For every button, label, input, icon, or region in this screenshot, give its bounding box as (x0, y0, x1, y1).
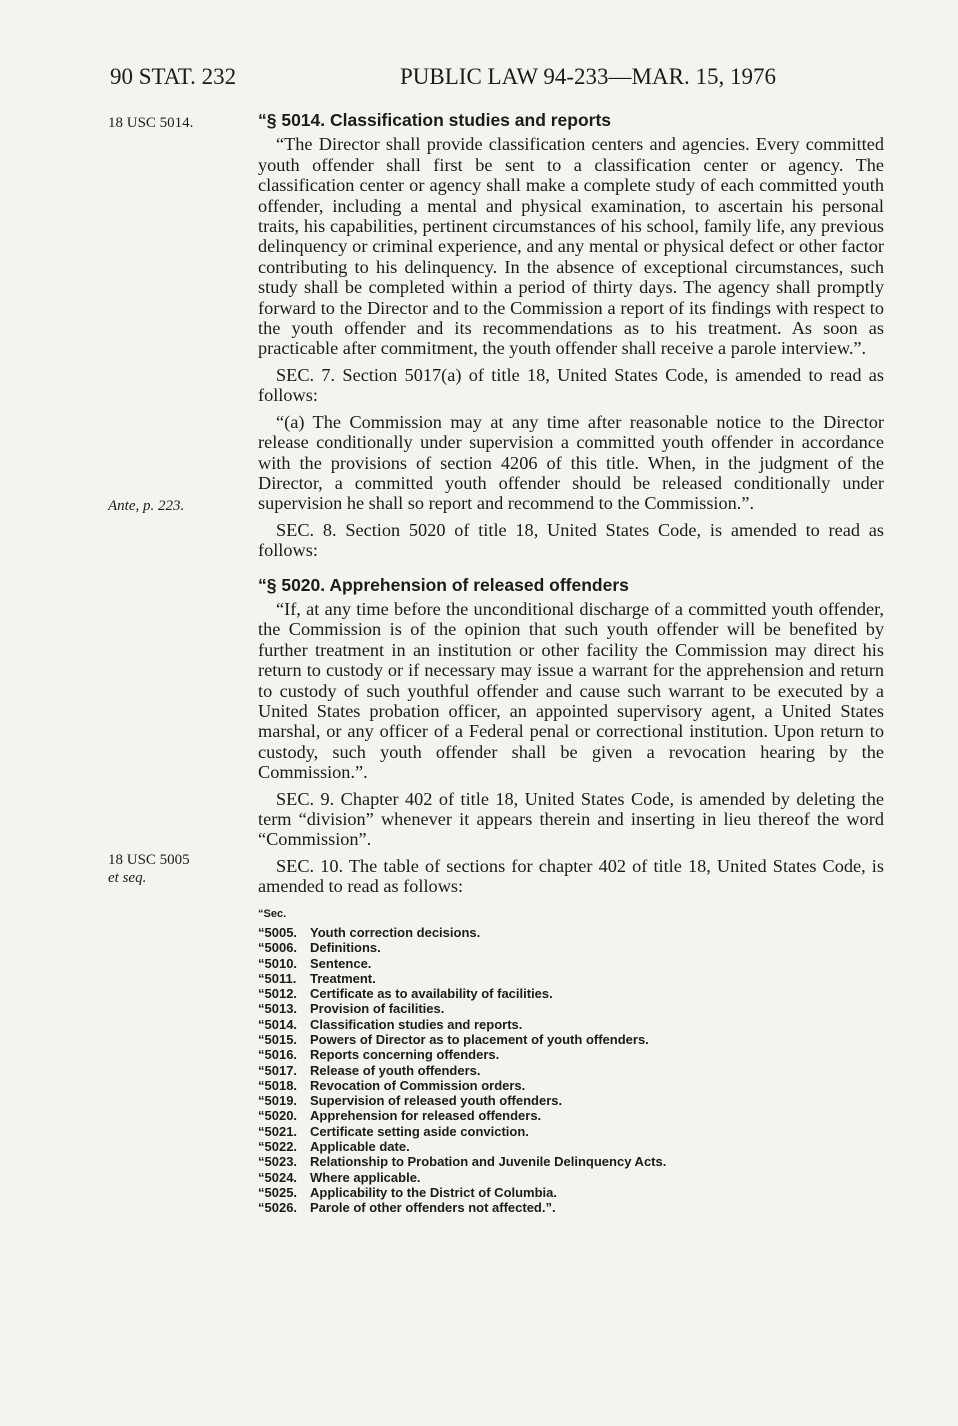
toc-row: “5025. Applicability to the District of Columbia. (258, 1184, 558, 1200)
toc-row: “5022. Applicable date. (258, 1139, 410, 1155)
toc-row: “5021. Certificate setting aside conviction. (258, 1123, 529, 1139)
paragraph-5017a: “(a) The Commission may at any time after reasonable notice to the Director release conditionally under supervision a committed youth offender in accordance with the provisions of section 4206 of this title. When, in the judgment of the Director, a committed youth offender should be released conditionally under supervision he shall so report and recommend to the Commission.”. (258, 411, 884, 514)
toc-row: “5005. Youth correction decisions. (258, 924, 481, 940)
section-heading-5014: “§ 5014. Classification studies and reports (258, 110, 612, 130)
running-title: PUBLIC LAW 94-233—MAR. 15, 1976 (400, 64, 776, 89)
toc-row: “5024. Where applicable. (258, 1169, 421, 1185)
toc-row: “5020. Apprehension for released offenders. (258, 1108, 542, 1124)
body-text (258, 110, 884, 1216)
paragraph-5020: “If, at any time before the unconditional discharge of a committed youth offender, the Commission is of the opinion that such youth offender will be benefited by further treatment in an institution or other facility the Commission may direct his return to custody or if necessary may issue a warrant for the apprehension and return to custody of such youthful offender and cause such warrant to be executed by a United States probation officer, an appointed supervisory agent, a United States marshal, or any officer of a Federal penal or correctional institution. Upon return to custody, such youth offender shall be given a revocation hearing by the Commission.”. (258, 598, 884, 783)
toc-row: “5006. Definitions. (258, 940, 381, 956)
paragraph-sec-10: SEC. 10. The table of sections for chapter 402 of title 18, United States Code, is amended to read as follows: (258, 855, 884, 897)
margin-note-et-seq: et seq. (108, 870, 147, 886)
paragraph-5014: “The Director shall provide classification centers and agencies. Every committed youth offender shall first be sent to a classification center or agency. The classification center or agency shall make a complete study of each committed youth offender, including a mental and physical examination, to ascertain his personal traits, his capabilities, pertinent circumstances of his school, family life, any previous delinquency or criminal experience, and any mental or physical defect or other factor contributing to his delinquency. In the absence of exceptional circumstances, such study shall be completed within a period of thirty days. The agency shall promptly forward to the Director and to the Commission a report of its findings with respect to the youth offender and its recommendations as to his treatment. As soon as practicable after commitment, the youth offender shall receive a parole interview.”. (258, 134, 884, 359)
toc-row: “5014. Classification studies and reports. (258, 1016, 523, 1032)
table-of-sections (258, 907, 884, 1216)
toc-row: “5011. Treatment. (258, 970, 376, 986)
margin-note-usc-5005-line1: 18 USC 5005 (108, 852, 190, 868)
paragraph-sec-8: SEC. 8. Section 5020 of title 18, United States Code, is amended to read as follows: (258, 519, 884, 561)
toc-row: “5019. Supervision of released youth offenders. (258, 1093, 563, 1109)
margin-note-usc-5014: 18 USC 5014. (108, 115, 194, 131)
toc-row: “5026. Parole of other offenders not affected.”. (258, 1200, 556, 1216)
toc-row: “5013. Provision of facilities. (258, 1001, 445, 1017)
margin-note-usc-5005 (108, 851, 248, 887)
toc-row: “5023. Relationship to Probation and Juvenile Delinquency Acts. (258, 1154, 667, 1170)
toc-row: “5017. Release of youth offenders. (258, 1062, 481, 1078)
toc-row: “5015. Powers of Director as to placement of youth offenders. (258, 1032, 649, 1047)
toc-row: “5016. Reports concerning offenders. (258, 1047, 500, 1063)
paragraph-sec-7: SEC. 7. Section 5017(a) of title 18, United States Code, is amended to read as follows: (258, 364, 884, 406)
page-header (110, 64, 880, 94)
toc-row: “5012. Certificate as to availability of facilities. (258, 986, 553, 1002)
paragraph-sec-9: SEC. 9. Chapter 402 of title 18, United States Code, is amended by deleting the term “division” whenever it appears therein and inserting in lieu thereof the word “Commission”. (258, 788, 884, 850)
toc-header: “Sec. (258, 907, 287, 920)
toc-row: “5010. Sentence. (258, 955, 372, 971)
statute-page-number: 90 STAT. 232 (110, 64, 237, 89)
margin-note-ante: Ante, p. 223. (108, 498, 185, 514)
section-heading-5020: “§ 5020. Apprehension of released offenders (258, 574, 629, 595)
toc-row: “5018. Revocation of Commission orders. (258, 1077, 526, 1093)
